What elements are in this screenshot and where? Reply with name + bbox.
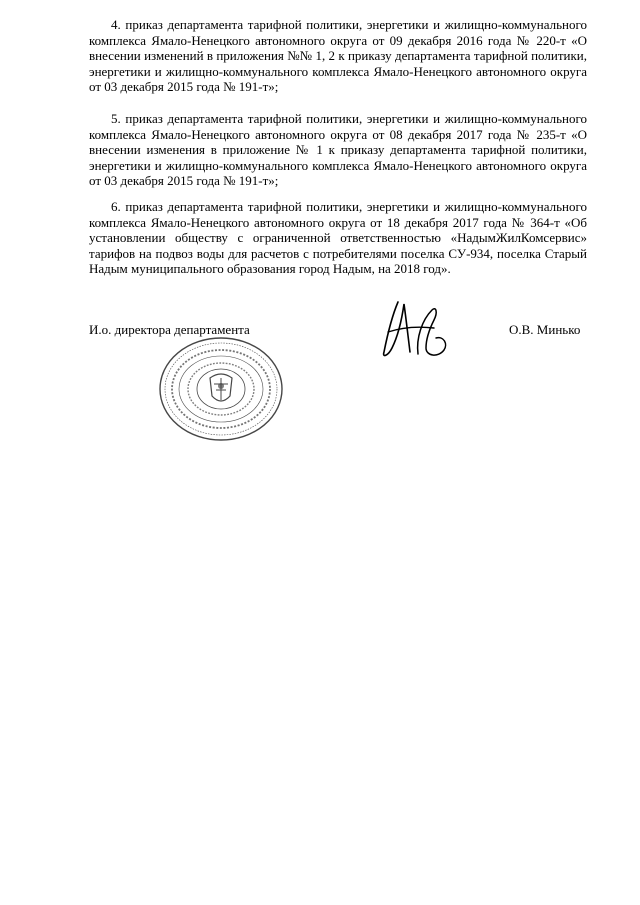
item-text: приказ департамента тарифной политики, энергетики и жилищно-коммунального комплекса Ямало-Ненецкого автономного округа от 08 декабря 2017 года № 235-т «О внесении изменения в приложение № 1 к приказу департамента тарифной политики, энергетики и жилищно-коммунального комплекса Ямало-Ненецкого автономного округа от 03 декабря 2015 года № 191-т»;: [89, 111, 588, 188]
item-number: 6.: [111, 199, 121, 214]
official-seal-icon: [156, 334, 286, 444]
list-item: [89, 17, 587, 95]
item-number: 5.: [111, 111, 121, 126]
item-text: приказ департамента тарифной политики, энергетики и жилищно-коммунального комплекса Ямало-Ненецкого автономного округа от 09 декабря 2016 года № 220-т «О внесении изменений в приложения №№ 1, 2 к приказу департамента тарифной политики, энергетики и жилищно-коммунального комплекса Ямало-Ненецкого автономного округа от 03 декабря 2015 года № 191-т»;: [89, 17, 588, 94]
list-item: [89, 199, 587, 277]
item-number: 4.: [111, 17, 121, 32]
item-text: приказ департамента тарифной политики, энергетики и жилищно-коммунального комплекса Ямало-Ненецкого автономного округа от 18 декабря 2017 года № 364-т «Об установлении обществу с ограниченной ответственностью «НадымЖилКомсервис» тарифов на подвоз воды для расчетов с потребителями поселка СУ-934, поселка Старый Надым муниципального образования город Надым, на 2018 год».: [89, 199, 588, 276]
signatory-name: О.В. Минько: [509, 322, 581, 337]
signatory-position: И.о. директора департамента: [89, 322, 250, 337]
handwritten-signature-icon: [378, 298, 458, 360]
list-item: [89, 111, 587, 189]
